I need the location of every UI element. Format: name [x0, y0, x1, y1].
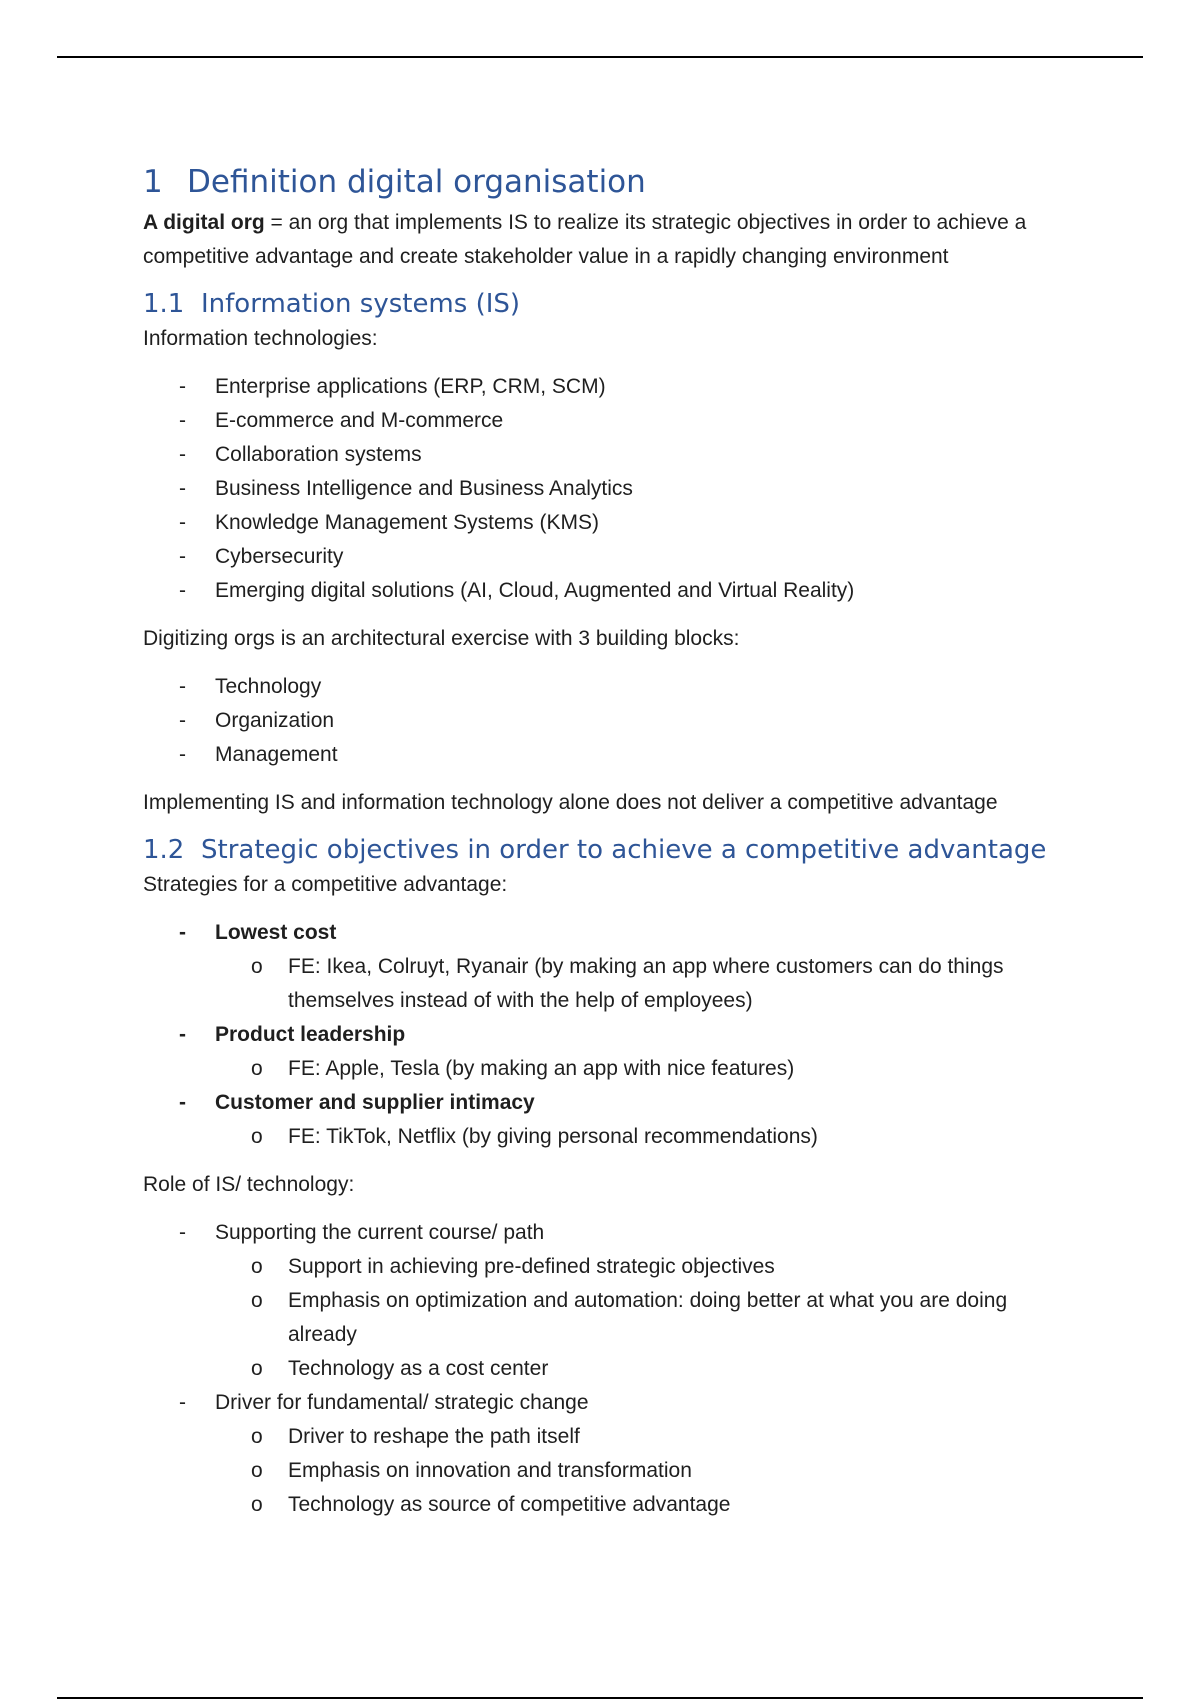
strategy-example: o FE: Ikea, Colruyt, Ryanair (by making an app where customers can do things themselves instead of with the help of employees) [251, 955, 1004, 1012]
list-item: - E-commerce and M-commerce [179, 409, 504, 432]
heading-1-2: 1.2 Strategic objectives in order to achieve a competitive advantage [143, 835, 1047, 865]
list-item: - Technology [179, 675, 322, 698]
heading-1-2-title: Strategic objectives in order to achieve a competitive advantage [201, 835, 1047, 865]
header-rule [57, 56, 1143, 58]
heading-1-1-title: Information systems (IS) [201, 289, 521, 319]
list-item: - Collaboration systems [179, 443, 422, 466]
strategy-example: o FE: TikTok, Netflix (by giving personal recommendations) [251, 1125, 818, 1148]
definition-paragraph [143, 206, 1073, 274]
definition-text: = an org that implements IS to realize its strategic objectives in order to achieve a competitive advantage and create stakeholder value in a rapidly changing environment [143, 211, 1027, 268]
role-point: o Technology as source of competitive advantage [251, 1493, 731, 1516]
list-item: - Management [179, 743, 338, 766]
footer-rule [57, 1697, 1143, 1699]
heading-1-title: Definition digital organisation [187, 164, 646, 200]
definition-term: A digital org [143, 211, 265, 234]
role-item: - Supporting the current course/ path [179, 1221, 545, 1244]
strategy-item: - Customer and supplier intimacy [179, 1091, 535, 1114]
role-point: o Emphasis on innovation and transformation [251, 1459, 692, 1482]
strategy-item: - Lowest cost [179, 921, 337, 944]
strategies-intro: Strategies for a competitive advantage: [143, 873, 508, 896]
it-list [143, 370, 1073, 608]
role-point: o Technology as a cost center [251, 1357, 549, 1380]
blocks-intro: Digitizing orgs is an architectural exercise with 3 building blocks: [143, 627, 740, 650]
strategies-list [143, 916, 1073, 1154]
list-item: - Knowledge Management Systems (KMS) [179, 511, 599, 534]
heading-1-1: 1.1 Information systems (IS) [143, 289, 521, 319]
list-item: - Enterprise applications (ERP, CRM, SCM) [179, 375, 606, 398]
roles-list [143, 1216, 1073, 1522]
strategy-example: o FE: Apple, Tesla (by making an app with nice features) [251, 1057, 795, 1080]
role-point: o Driver to reshape the path itself [251, 1425, 580, 1448]
conclusion-paragraph: Implementing IS and information technology alone does not deliver a competitive advantage [143, 791, 998, 814]
heading-1: 1 Definition digital organisation [143, 164, 646, 200]
strategy-item: - Product leadership [179, 1023, 406, 1046]
role-point: o Emphasis on optimization and automation: doing better at what you are doing already [251, 1289, 1008, 1346]
role-item: - Driver for fundamental/ strategic change [179, 1391, 589, 1414]
role-intro: Role of IS/ technology: [143, 1173, 355, 1196]
list-item: - Cybersecurity [179, 545, 344, 568]
list-item: - Business Intelligence and Business Analytics [179, 477, 633, 500]
blocks-list [143, 670, 1073, 772]
document-body [143, 160, 1073, 1522]
list-item: - Organization [179, 709, 335, 732]
role-point: o Support in achieving pre-defined strategic objectives [251, 1255, 775, 1278]
list-item: - Emerging digital solutions (AI, Cloud, Augmented and Virtual Reality) [179, 579, 855, 602]
it-intro: Information technologies: [143, 327, 378, 350]
